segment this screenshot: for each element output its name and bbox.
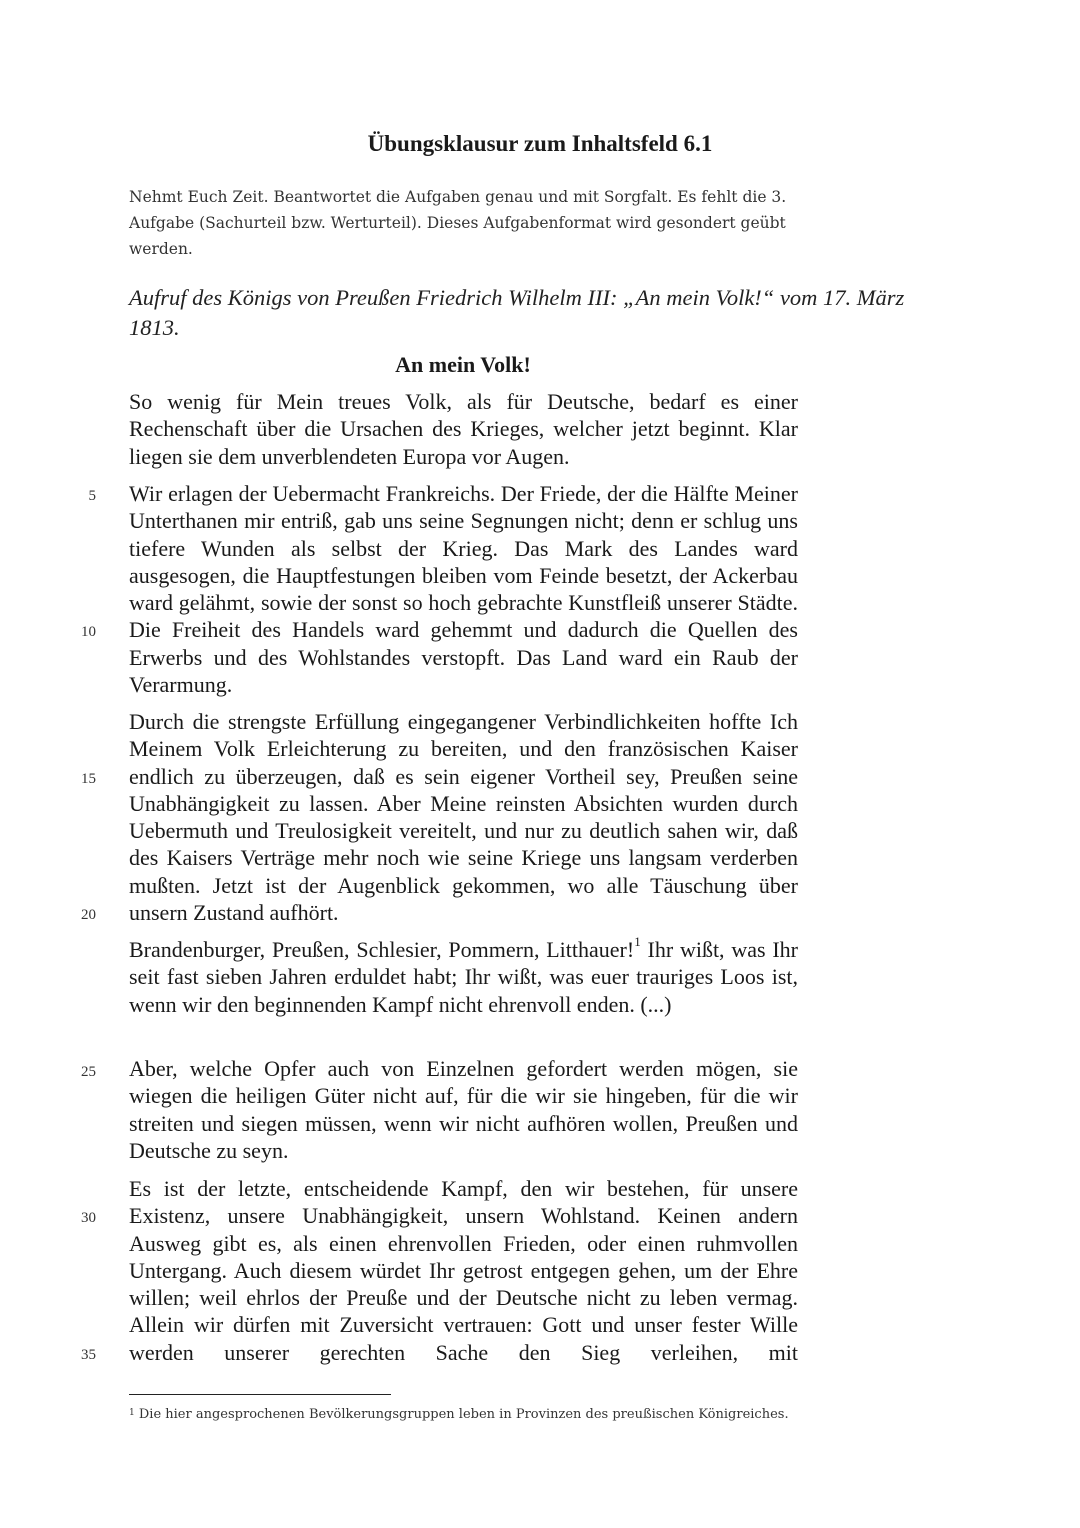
paragraph-4-opening: Brandenburger, Preußen, Schlesier, Pommern, Litthauer!	[129, 937, 635, 962]
line-number: 25	[81, 1064, 96, 1080]
footnote-marker: 1	[129, 1408, 135, 1418]
source-paragraph-3: Durch die strengste Erfüllung eingegangener Verbindlichkeiten hoffte Ich Meinem Volk Erleichterung zu bereiten, und den französischen Kaiser endlich zu überzeugen, daß es sein eigener Vortheil sey, Preußen seine Unabhängigkeit zu lassen. Aber Meine reinsten Absichten wurden durch Uebermuth und Treulosigkeit vereitelt, und nur zu deutlich sahen wir, daß des Kaisers Verträge mehr noch wie seine Kriege uns langsam verderben mußten. Jetzt ist der Augenblick gekommen, wo alle Täuschung über unsern Zustand aufhört.	[129, 709, 798, 926]
source-text-heading: An mein Volk!	[395, 352, 531, 377]
footnote-reference: 1	[634, 934, 641, 949]
source-paragraph-4	[129, 936, 798, 1018]
footnote-divider	[129, 1394, 391, 1395]
source-caption: Aufruf des Königs von Preußen Friedrich Wilhelm III: „An mein Volk!“ vom 17. März 1813.	[129, 285, 905, 340]
source-paragraph-5: Aber, welche Opfer auch von Einzelnen gefordert werden mögen, sie wiegen die heiligen Güter nicht auf, für die wir sie hingeben, für die wir streiten und siegen müssen, wenn wir nicht aufhören wollen, Preußen und Deutsche zu seyn.	[129, 1056, 798, 1163]
line-number: 15	[81, 771, 96, 787]
line-number: 30	[81, 1210, 96, 1226]
paragraph-4-rest: Ihr wißt, was Ihr seit fast sieben Jahren erduldet habt; Ihr wißt, was euer trauriges Loos ist, wenn wir den beginnenden Kampf nicht ehrenvoll enden. (...)	[129, 937, 799, 1017]
footnote-text: Die hier angesprochenen Bevölkerungsgruppen leben in Provinzen des preußischen Königreiches.	[138, 1407, 789, 1422]
source-paragraph-6: Es ist der letzte, entscheidende Kampf, den wir bestehen, für unsere Existenz, unsere Unabhängigkeit, unsern Wohlstand. Keinen andern Ausweg gibt es, als einen ehrenvollen Frieden, oder einen ruhmvollen Untergang. Auch diesem würdet Ihr getrost entgegen gehen, um der Ehre willen; weil ehrlos der Preuße und der Deutsche nicht zu leben vermag. Allein wir dürfen mit Zuversicht vertrauen: Gott und unser fester Wille werden unserer gerechten Sache den Sieg verleihen, mit	[129, 1176, 798, 1365]
line-number: 20	[81, 907, 96, 923]
line-number: 10	[81, 624, 96, 640]
line-number: 5	[88, 488, 96, 504]
line-number: 35	[81, 1347, 96, 1363]
source-paragraph-1: So wenig für Mein treues Volk, als für Deutsche, bedarf es einer Rechenschaft über die Ursachen des Krieges, welcher jetzt beginnt. Klar liegen sie dem unverblendeten Europa vor Augen.	[129, 389, 798, 469]
footnote	[129, 1405, 889, 1425]
page-title: Übungsklausur zum Inhaltsfeld 6.1	[367, 131, 713, 156]
source-paragraph-2: Wir erlagen der Uebermacht Frankreichs. Der Friede, der die Hälfte Meiner Unterthanen mir entriß, gab uns seine Segnungen nicht; denn er schlug uns tiefere Wunden als selbst der Krieg. Das Mark des Landes ward ausgesogen, die Hauptfestungen bleiben vom Feinde besetzt, der Ackerbau ward gelähmt, sowie der sonst so hoch gebrachte Kunstfleiß unserer Städte. Die Freiheit des Handels ward gehemmt und dadurch die Quellen des Erwerbs und des Wohlstandes verstopft. Das Land ward ein Raub der Verarmung.	[129, 481, 798, 698]
exam-instructions: Nehmt Euch Zeit. Beantwortet die Aufgaben genau und mit Sorgfalt. Es fehlt die 3. Aufgabe (Sachurteil bzw. Werturteil). Dieses Aufgabenformat wird gesondert geübt werden.	[129, 188, 787, 258]
